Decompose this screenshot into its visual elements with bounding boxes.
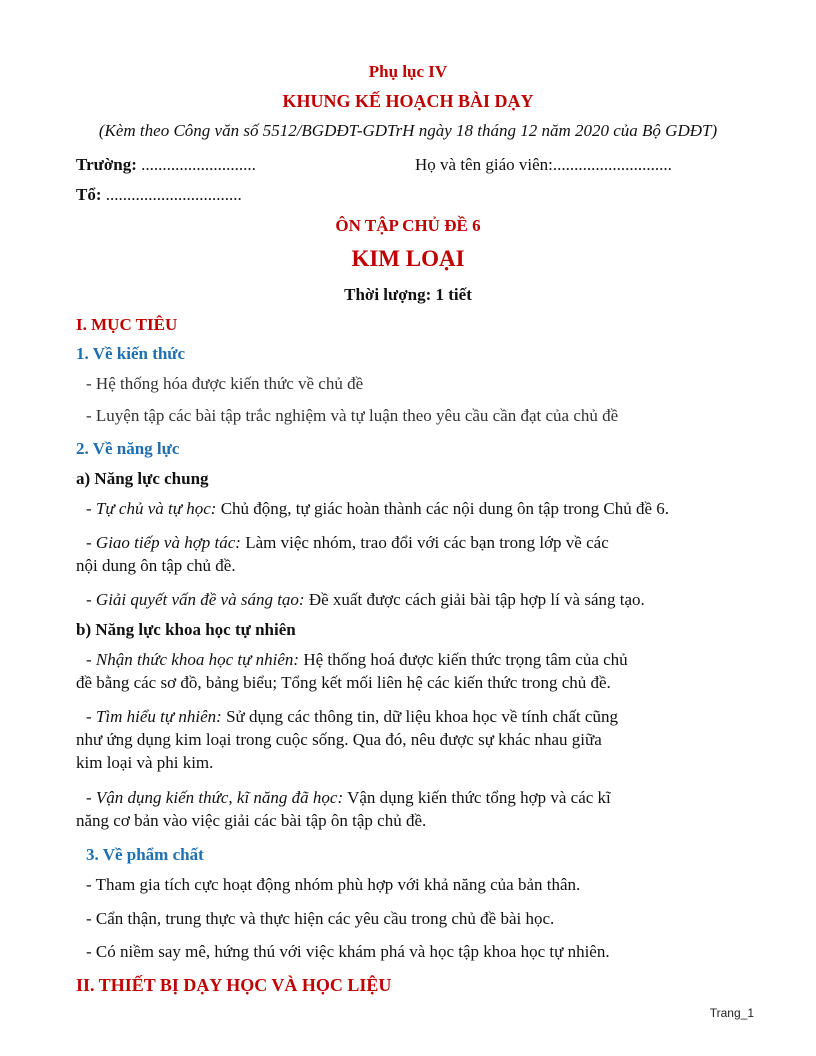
bullet-dash: - — [86, 788, 96, 807]
science-competence-item — [86, 650, 628, 670]
teacher-field — [415, 155, 672, 175]
lesson-title: KIM LOẠI — [351, 246, 465, 271]
quality-item: - Cẩn thận, trung thực và thực hiện các yêu cầu trong chủ đề bài học. — [86, 909, 555, 928]
science-competence-item — [86, 707, 618, 727]
item-continuation: đề bằng các sơ đồ, bảng biểu; Tổng kết mối liên hệ các kiến thức trong chủ đề. — [76, 673, 611, 692]
item-continuation: năng cơ bản vào việc giải các bài tập ôn tập chủ đề. — [76, 811, 427, 830]
appendix-label: Phụ lục IV — [368, 62, 448, 81]
item-label: Giao tiếp và hợp tác: — [95, 533, 241, 552]
school-field — [76, 155, 256, 175]
item-continuation: như ứng dụng kim loại trong cuộc sống. Qua đó, nêu được sự khác nhau giữa — [76, 730, 602, 749]
item-text: Làm việc nhóm, trao đổi với các bạn trong lớp về các — [240, 533, 609, 552]
bullet-dash: - — [86, 499, 96, 518]
item-continuation: nội dung ôn tập chủ đề. — [76, 556, 236, 575]
bullet-dash: - — [86, 707, 96, 726]
group-value: ................................ — [101, 185, 242, 204]
item-text: Sử dụng các thông tin, dữ liệu khoa học về tính chất cũng — [221, 707, 618, 726]
knowledge-heading: 1. Về kiến thức — [76, 344, 186, 363]
bullet-dash: - — [86, 650, 96, 669]
school-label: Trường: — [76, 155, 137, 174]
form-title: KHUNG KẾ HOẠCH BÀI DẠY — [282, 91, 534, 111]
science-competence-item — [86, 788, 611, 808]
item-text: Chủ động, tự giác hoàn thành các nội dung ôn tập trong Chủ đề 6. — [216, 499, 670, 518]
quality-item: - Tham gia tích cực hoạt động nhóm phù hợp với khả năng của bản thân. — [86, 875, 581, 894]
item-label: Tự chủ và tự học: — [95, 499, 217, 518]
item-text: Hệ thống hoá được kiến thức trọng tâm của chủ — [299, 650, 628, 669]
science-competence-heading: b) Năng lực khoa học tự nhiên — [76, 620, 296, 639]
item-label: Vận dụng kiến thức, kĩ năng đã học: — [95, 788, 344, 807]
bullet-dash: - — [86, 533, 96, 552]
knowledge-item: - Luyện tập các bài tập trắc nghiệm và tự luận theo yêu cầu cần đạt của chủ đề — [86, 406, 619, 425]
lesson-duration: Thời lượng: 1 tiết — [344, 285, 472, 304]
group-field — [76, 185, 242, 205]
general-competence-item — [86, 499, 669, 519]
lesson-subtitle: ÔN TẬP CHỦ ĐỀ 6 — [335, 216, 481, 235]
item-text: Đề xuất được cách giải bài tập hợp lí và sáng tạo. — [304, 590, 645, 609]
general-competence-heading: a) Năng lực chung — [76, 469, 209, 488]
teacher-label: Họ và tên giáo viên: — [415, 155, 553, 174]
general-competence-item — [86, 590, 645, 610]
page-number: Trang_1 — [709, 1006, 754, 1020]
general-competence-item — [86, 533, 609, 553]
section-objectives-heading: I. MỤC TIÊU — [76, 315, 178, 334]
competence-heading: 2. Về năng lực — [76, 439, 180, 458]
bullet-dash: - — [86, 590, 96, 609]
item-continuation: kim loại và phi kim. — [76, 753, 214, 772]
official-note: (Kèm theo Công văn số 5512/BGDĐT-GDTrH ngày 18 tháng 12 năm 2020 của Bộ GDĐT) — [98, 121, 718, 140]
group-label: Tổ: — [76, 185, 102, 204]
item-label: Nhận thức khoa học tự nhiên: — [95, 650, 300, 669]
knowledge-item: - Hệ thống hóa được kiến thức về chủ đề — [86, 374, 364, 393]
qualities-heading: 3. Về phẩm chất — [86, 845, 204, 864]
item-label: Tìm hiểu tự nhiên: — [95, 707, 222, 726]
item-text: Vận dụng kiến thức tổng hợp và các kĩ — [343, 788, 611, 807]
quality-item: - Có niềm say mê, hứng thú với việc khám phá và học tập khoa học tự nhiên. — [86, 942, 610, 961]
item-label: Giải quyết vấn đề và sáng tạo: — [95, 590, 305, 609]
school-value: ........................... — [136, 155, 256, 174]
teacher-value: ............................ — [552, 155, 672, 174]
section-equipment-heading: II. THIẾT BỊ DẠY HỌC VÀ HỌC LIỆU — [76, 975, 392, 995]
